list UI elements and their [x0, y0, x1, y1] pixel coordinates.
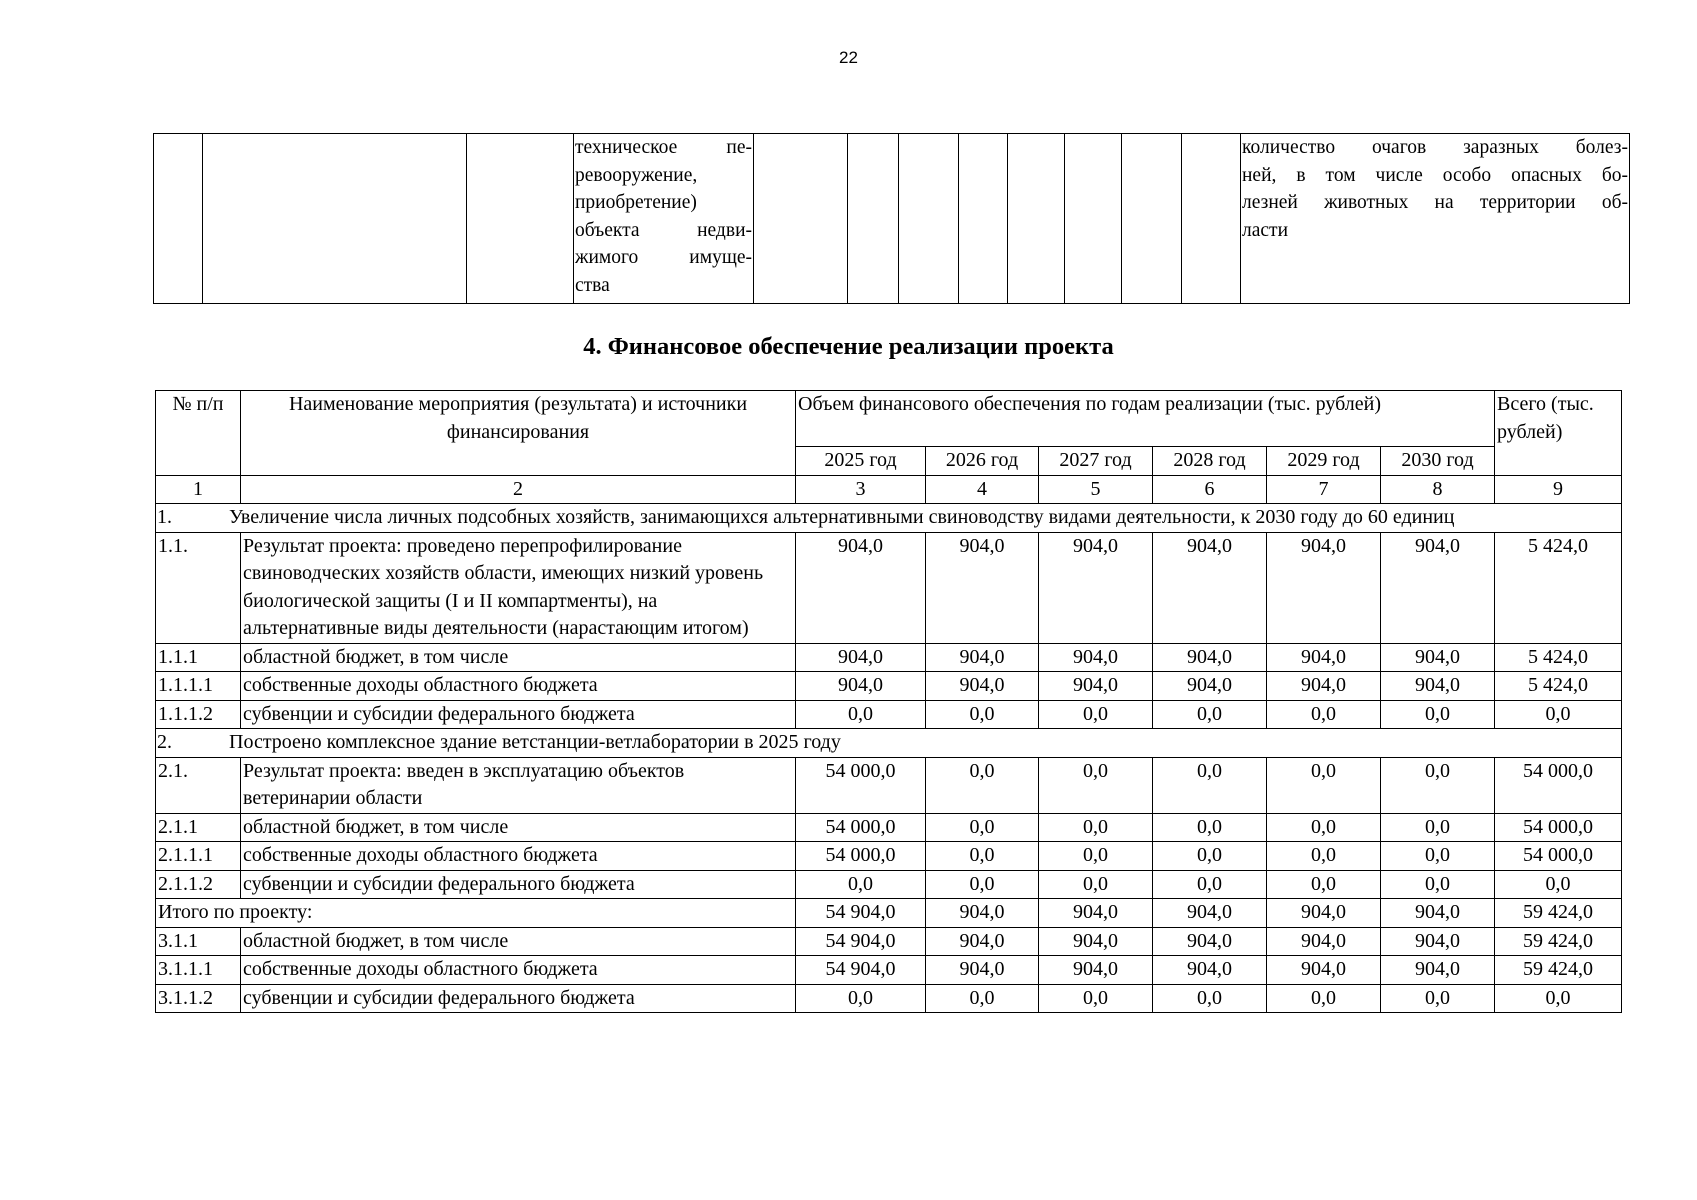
totals-row [156, 899, 1622, 928]
totals-label: Итого по проекту: [156, 899, 796, 928]
row-value: 904,0 [1039, 927, 1153, 956]
row-value: 0,0 [1153, 842, 1267, 871]
row-value: 904,0 [1039, 532, 1153, 643]
fragment-cell [848, 134, 899, 304]
fragment-indicator-line: ласти [1242, 219, 1288, 241]
header-name: Наименование мероприятия (результата) и источники финансирования [241, 391, 796, 476]
row-value: 0,0 [1039, 813, 1153, 842]
row-value: 904,0 [926, 672, 1039, 701]
row-total: 5 424,0 [1495, 672, 1622, 701]
fragment-cell [1065, 134, 1122, 304]
row-name: субвенции и субсидии федерального бюджета [241, 870, 796, 899]
row-total: 0,0 [1495, 870, 1622, 899]
header-total: Всего (тыс. рублей) [1495, 391, 1622, 476]
row-total: 54 000,0 [1495, 813, 1622, 842]
fragment-object-line: ревооружение, [575, 164, 698, 186]
row-value: 904,0 [1267, 643, 1381, 672]
row-value: 0,0 [1153, 813, 1267, 842]
row-value: 0,0 [1267, 757, 1381, 813]
row-number: 1.1.1.2 [156, 700, 241, 729]
row-value: 0,0 [926, 757, 1039, 813]
row-name: Результат проекта: проведено перепрофилирование свиноводческих хозяйств области, имеющих низкий уровень биологической защиты (I и II компартменты), на альтернативные виды деятельности (нарастающим итогом) [241, 532, 796, 643]
totals-total: 59 424,0 [1495, 899, 1622, 928]
fragment-object-line: жимого имуще- [575, 247, 752, 268]
row-value: 904,0 [1381, 532, 1495, 643]
column-number: 4 [926, 475, 1039, 504]
row-value: 0,0 [1153, 870, 1267, 899]
row-value: 904,0 [926, 927, 1039, 956]
row-name: собственные доходы областного бюджета [241, 956, 796, 985]
table-row [156, 956, 1622, 985]
row-value: 0,0 [926, 842, 1039, 871]
row-value: 0,0 [926, 813, 1039, 842]
header-year: 2028 год [1153, 447, 1267, 476]
row-name: областной бюджет, в том числе [241, 813, 796, 842]
section-title: Построено комплексное здание ветстанции-ветлаборатории в 2025 году [229, 731, 841, 753]
totals-value: 904,0 [1153, 899, 1267, 928]
header-year: 2029 год [1267, 447, 1381, 476]
header-year: 2025 год [796, 447, 926, 476]
row-value: 0,0 [1381, 870, 1495, 899]
column-number: 2 [241, 475, 796, 504]
fragment-cell [154, 134, 203, 304]
header-year: 2026 год [926, 447, 1039, 476]
row-value: 0,0 [1267, 700, 1381, 729]
row-value: 0,0 [796, 870, 926, 899]
header-year: 2030 год [1381, 447, 1495, 476]
column-number: 7 [1267, 475, 1381, 504]
row-value: 0,0 [1267, 813, 1381, 842]
column-number: 5 [1039, 475, 1153, 504]
row-name: Результат проекта: введен в эксплуатацию объектов ветеринарии области [241, 757, 796, 813]
section-number: 2. [157, 731, 172, 753]
row-value: 904,0 [1267, 927, 1381, 956]
row-value: 0,0 [1381, 700, 1495, 729]
table-row [156, 700, 1622, 729]
page-number: 22 [839, 48, 858, 67]
row-value: 0,0 [926, 700, 1039, 729]
row-value: 904,0 [1153, 672, 1267, 701]
row-value: 904,0 [1039, 643, 1153, 672]
table-row [156, 927, 1622, 956]
fragment-cell [203, 134, 467, 304]
row-number: 3.1.1.1 [156, 956, 241, 985]
table-row [156, 672, 1622, 701]
row-number: 2.1.1.2 [156, 870, 241, 899]
row-total: 0,0 [1495, 984, 1622, 1013]
totals-value: 904,0 [1039, 899, 1153, 928]
column-number: 9 [1495, 475, 1622, 504]
column-number: 6 [1153, 475, 1267, 504]
row-value: 0,0 [1267, 984, 1381, 1013]
row-number: 2.1.1.1 [156, 842, 241, 871]
row-value: 0,0 [926, 984, 1039, 1013]
row-number: 3.1.1 [156, 927, 241, 956]
table-row [156, 757, 1622, 813]
row-value: 904,0 [926, 643, 1039, 672]
row-name: субвенции и субсидии федерального бюджета [241, 700, 796, 729]
row-value: 904,0 [1267, 672, 1381, 701]
fragment-object-line: объекта недви- [575, 219, 752, 241]
row-number: 1.1.1.1 [156, 672, 241, 701]
column-number: 8 [1381, 475, 1495, 504]
section-number: 1. [157, 506, 172, 528]
section-title: Увеличение числа личных подсобных хозяйств, занимающихся альтернативными свиноводству видами деятельности, к 2030 году до 60 единиц [229, 506, 1455, 528]
row-value: 0,0 [1267, 870, 1381, 899]
row-value: 0,0 [1381, 842, 1495, 871]
row-total: 59 424,0 [1495, 927, 1622, 956]
row-value: 0,0 [1153, 700, 1267, 729]
row-value: 0,0 [1381, 757, 1495, 813]
finance-table [155, 390, 1622, 1013]
table-row [156, 532, 1622, 643]
row-value: 904,0 [796, 532, 926, 643]
fragment-indicator-line: лезней животных на территории об- [1242, 192, 1628, 213]
row-value: 904,0 [1153, 532, 1267, 643]
fragment-cell [467, 134, 574, 304]
row-value: 904,0 [1153, 643, 1267, 672]
row-value: 904,0 [1039, 956, 1153, 985]
row-value: 0,0 [1153, 984, 1267, 1013]
fragment-cell [959, 134, 1008, 304]
fragment-cell [1182, 134, 1241, 304]
row-value: 54 000,0 [796, 813, 926, 842]
table-row [156, 842, 1622, 871]
row-total: 54 000,0 [1495, 842, 1622, 871]
column-number: 1 [156, 475, 241, 504]
totals-value: 904,0 [1381, 899, 1495, 928]
row-value: 904,0 [1039, 672, 1153, 701]
row-value: 0,0 [1039, 870, 1153, 899]
row-value: 904,0 [1381, 956, 1495, 985]
section-title-row [156, 729, 1622, 758]
row-name: собственные доходы областного бюджета [241, 672, 796, 701]
fragment-object-line: техническое пе- [575, 137, 752, 158]
row-value: 0,0 [796, 700, 926, 729]
row-value: 54 000,0 [796, 757, 926, 813]
row-value: 0,0 [1381, 984, 1495, 1013]
row-value: 0,0 [1153, 757, 1267, 813]
row-value: 0,0 [1039, 842, 1153, 871]
row-value: 904,0 [796, 672, 926, 701]
fragment-indicator-line: количество очагов заразных болез- [1242, 137, 1628, 158]
row-value: 904,0 [1153, 956, 1267, 985]
header-volume: Объем финансового обеспечения по годам реализации (тыс. рублей) [796, 391, 1495, 447]
totals-value: 54 904,0 [796, 899, 926, 928]
row-value: 904,0 [926, 532, 1039, 643]
table-row [156, 643, 1622, 672]
previous-table-fragment [153, 133, 1630, 304]
header-year: 2027 год [1039, 447, 1153, 476]
row-value: 0,0 [1039, 700, 1153, 729]
row-total: 59 424,0 [1495, 956, 1622, 985]
row-value: 54 904,0 [796, 927, 926, 956]
row-value: 0,0 [1039, 757, 1153, 813]
row-number: 2.1. [156, 757, 241, 813]
table-row [156, 813, 1622, 842]
row-value: 904,0 [1381, 643, 1495, 672]
totals-value: 904,0 [1267, 899, 1381, 928]
fragment-indicator-line: ней, в том числе особо опасных бо- [1242, 164, 1628, 186]
row-value: 54 000,0 [796, 842, 926, 871]
row-number: 2.1.1 [156, 813, 241, 842]
fragment-indicator-cell [1241, 134, 1630, 304]
table-row [156, 984, 1622, 1013]
row-value: 0,0 [1039, 984, 1153, 1013]
row-value: 904,0 [1267, 956, 1381, 985]
fragment-object-cell [574, 134, 754, 304]
fragment-cell [754, 134, 848, 304]
row-number: 1.1.1 [156, 643, 241, 672]
fragment-cell [1008, 134, 1065, 304]
row-number: 3.1.1.2 [156, 984, 241, 1013]
row-value: 904,0 [1153, 927, 1267, 956]
column-number: 3 [796, 475, 926, 504]
table-row [156, 870, 1622, 899]
row-name: областной бюджет, в том числе [241, 927, 796, 956]
row-name: собственные доходы областного бюджета [241, 842, 796, 871]
row-value: 0,0 [1267, 842, 1381, 871]
totals-value: 904,0 [926, 899, 1039, 928]
row-value: 0,0 [1381, 813, 1495, 842]
row-value: 904,0 [796, 643, 926, 672]
row-total: 5 424,0 [1495, 643, 1622, 672]
fragment-cell [1122, 134, 1182, 304]
fragment-object-line: ства [575, 274, 610, 296]
row-name: субвенции и субсидии федерального бюджета [241, 984, 796, 1013]
row-value: 0,0 [926, 870, 1039, 899]
row-value: 904,0 [926, 956, 1039, 985]
row-value: 904,0 [1267, 532, 1381, 643]
section-heading: 4. Финансовое обеспечение реализации проекта [583, 333, 1114, 360]
row-value: 904,0 [1381, 672, 1495, 701]
row-total: 5 424,0 [1495, 532, 1622, 643]
row-number: 1.1. [156, 532, 241, 643]
fragment-cell [899, 134, 959, 304]
row-total: 54 000,0 [1495, 757, 1622, 813]
row-value: 54 904,0 [796, 956, 926, 985]
header-number: № п/п [156, 391, 241, 476]
row-value: 904,0 [1381, 927, 1495, 956]
row-value: 0,0 [796, 984, 926, 1013]
row-name: областной бюджет, в том числе [241, 643, 796, 672]
fragment-object-line: приобретение) [575, 192, 697, 213]
section-title-row [156, 504, 1622, 533]
row-total: 0,0 [1495, 700, 1622, 729]
